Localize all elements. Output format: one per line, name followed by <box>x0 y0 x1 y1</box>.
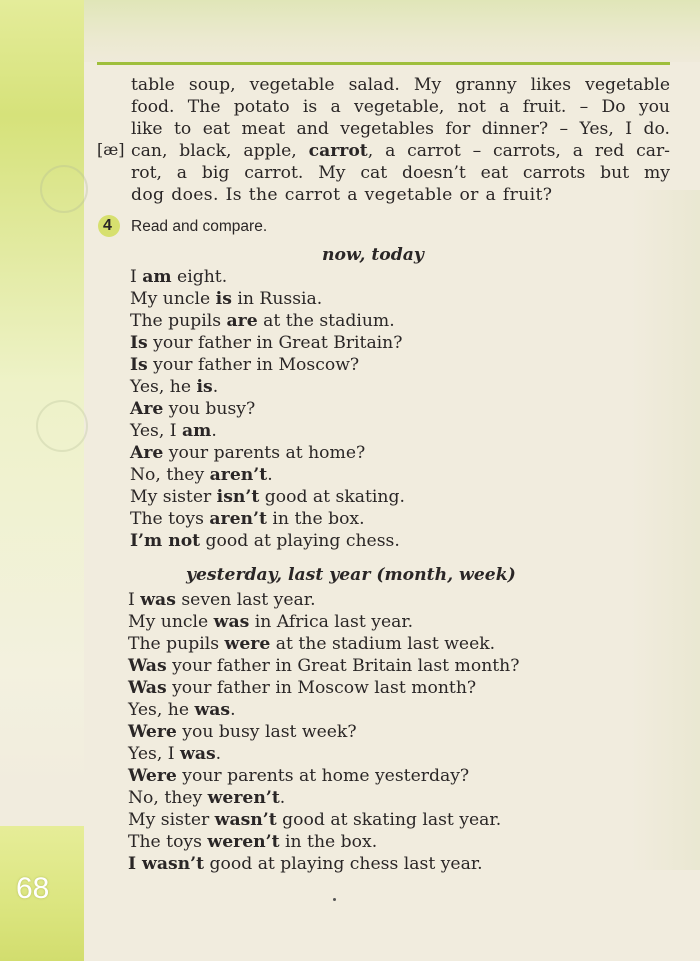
text-run: . <box>215 744 222 764</box>
bold-verb: weren’t <box>207 832 280 852</box>
bold-word: carrot <box>308 141 368 161</box>
bold-verb: Are <box>130 399 164 419</box>
bold-verb: Are <box>130 443 164 463</box>
print-speck <box>333 898 336 901</box>
text-run: can, black, apple, <box>131 141 309 161</box>
text-run: . <box>267 465 273 485</box>
example-sentence <box>128 677 476 699</box>
text-run: good at playing chess last year. <box>204 854 483 874</box>
bold-verb: Were <box>128 722 177 742</box>
text-run: The toys <box>128 832 208 852</box>
text-run: , a carrot – carrots, a red car- <box>367 141 670 161</box>
paragraph-line: like to eat meat and vegetables for dinner? – Yes, I do. <box>131 119 670 139</box>
text-run: your parents at home yesterday? <box>176 766 470 786</box>
bold-verb: aren’t <box>209 465 268 485</box>
bold-verb: Was <box>128 656 167 676</box>
text-run: No, they <box>130 465 210 485</box>
text-run: in the box. <box>279 832 378 852</box>
text-run: . <box>230 700 236 720</box>
example-sentence <box>128 853 483 875</box>
bold-verb: Was <box>128 678 167 698</box>
header-rule <box>97 62 670 65</box>
example-sentence <box>130 508 365 530</box>
bold-verb: were <box>224 634 271 654</box>
text-run: your father in Great Britain? <box>147 333 403 353</box>
bold-verb: is <box>215 289 232 309</box>
paragraph-line <box>131 140 670 162</box>
bold-verb: was <box>140 590 176 610</box>
example-sentence <box>130 530 400 552</box>
left-margin-band <box>0 0 84 961</box>
paragraph-line: table soup, vegetable salad. My granny likes vegetable <box>131 75 670 95</box>
text-run: you busy last week? <box>176 722 357 742</box>
phonetic-symbol: [æ] <box>97 140 125 159</box>
show-through-shadow <box>630 190 700 870</box>
example-sentence <box>130 310 395 332</box>
example-sentence <box>130 288 322 310</box>
bold-verb: Were <box>128 766 177 786</box>
text-run: Yes, I <box>128 744 181 764</box>
paragraph-line: food. The potato is a vegetable, not a fruit. – Do you <box>131 97 670 117</box>
exercise-instruction: Read and compare. <box>131 218 268 235</box>
text-run: Yes, he <box>130 377 197 397</box>
example-sentence <box>128 633 495 655</box>
example-sentence <box>128 787 285 809</box>
example-sentence <box>130 442 365 464</box>
text-run: . <box>279 788 286 808</box>
bold-verb: is <box>196 377 213 397</box>
text-run: My sister <box>130 487 217 507</box>
example-sentence <box>130 354 359 376</box>
bold-verb: wasn’t <box>214 810 277 830</box>
exercise-number: 4 <box>103 217 112 234</box>
example-sentence <box>128 809 501 831</box>
bold-verb: Is <box>130 355 148 375</box>
show-through-decoration <box>36 400 88 452</box>
text-run: your parents at home? <box>163 443 366 463</box>
example-sentence <box>128 831 377 853</box>
section-heading-present: now, today <box>322 245 424 265</box>
bold-verb: was <box>194 700 231 720</box>
text-run: The pupils <box>130 311 227 331</box>
text-run: I <box>128 590 141 610</box>
example-sentence <box>130 332 402 354</box>
example-sentence <box>130 398 255 420</box>
text-run: . <box>212 377 219 397</box>
example-sentence <box>128 655 519 677</box>
bold-verb: was <box>180 744 216 764</box>
example-sentence <box>128 589 316 611</box>
text-run: good at playing chess. <box>200 531 400 551</box>
bold-verb: aren’t <box>209 509 267 529</box>
bold-verb: I’m not <box>130 531 201 551</box>
text-run: good at skating last year. <box>276 810 502 830</box>
bold-verb: are <box>226 311 258 331</box>
text-run: Yes, I <box>130 421 183 441</box>
bold-verb: am <box>182 421 212 441</box>
bold-verb: isn’t <box>216 487 260 507</box>
show-through-decoration <box>40 165 88 213</box>
example-sentence <box>128 611 413 633</box>
example-sentence <box>128 699 236 721</box>
text-run: in the box. <box>266 509 365 529</box>
text-run: My uncle <box>128 612 214 632</box>
text-run: in Africa last year. <box>249 612 414 632</box>
paragraph-line: dog does. Is the carrot a vegetable or a fruit? <box>131 185 553 205</box>
text-run: . <box>211 421 217 441</box>
example-sentence <box>128 765 469 787</box>
header-strip <box>84 0 700 62</box>
text-run: seven last year. <box>175 590 316 610</box>
bold-verb: I wasn’t <box>128 854 205 874</box>
example-sentence <box>130 266 227 288</box>
text-run: My sister <box>128 810 215 830</box>
text-run: you busy? <box>163 399 256 419</box>
bold-verb: Is <box>130 333 148 353</box>
text-run: I <box>130 267 143 287</box>
text-run: in Russia. <box>231 289 323 309</box>
text-run: Yes, he <box>128 700 195 720</box>
text-run: at the stadium. <box>257 311 395 331</box>
example-sentence <box>128 721 357 743</box>
text-run: at the stadium last week. <box>270 634 496 654</box>
text-run: your father in Great Britain last month? <box>166 656 520 676</box>
bold-verb: am <box>142 267 172 287</box>
text-run: The toys <box>130 509 210 529</box>
page-number: 68 <box>16 872 50 905</box>
example-sentence <box>128 743 221 765</box>
example-sentence <box>130 464 273 486</box>
section-heading-past: yesterday, last year (month, week) <box>186 565 516 585</box>
text-run: good at skating. <box>259 487 405 507</box>
example-sentence <box>130 420 217 442</box>
example-sentence <box>130 376 218 398</box>
paragraph-line: rot, a big carrot. My cat doesn’t eat carrots but my <box>131 163 670 183</box>
text-run: eight. <box>171 267 228 287</box>
text-run: your father in Moscow last month? <box>166 678 477 698</box>
text-run: No, they <box>128 788 208 808</box>
text-run: My uncle <box>130 289 216 309</box>
example-sentence <box>130 486 405 508</box>
bold-verb: was <box>213 612 250 632</box>
text-run: The pupils <box>128 634 225 654</box>
bold-verb: weren’t <box>207 788 280 808</box>
text-run: your father in Moscow? <box>147 355 360 375</box>
